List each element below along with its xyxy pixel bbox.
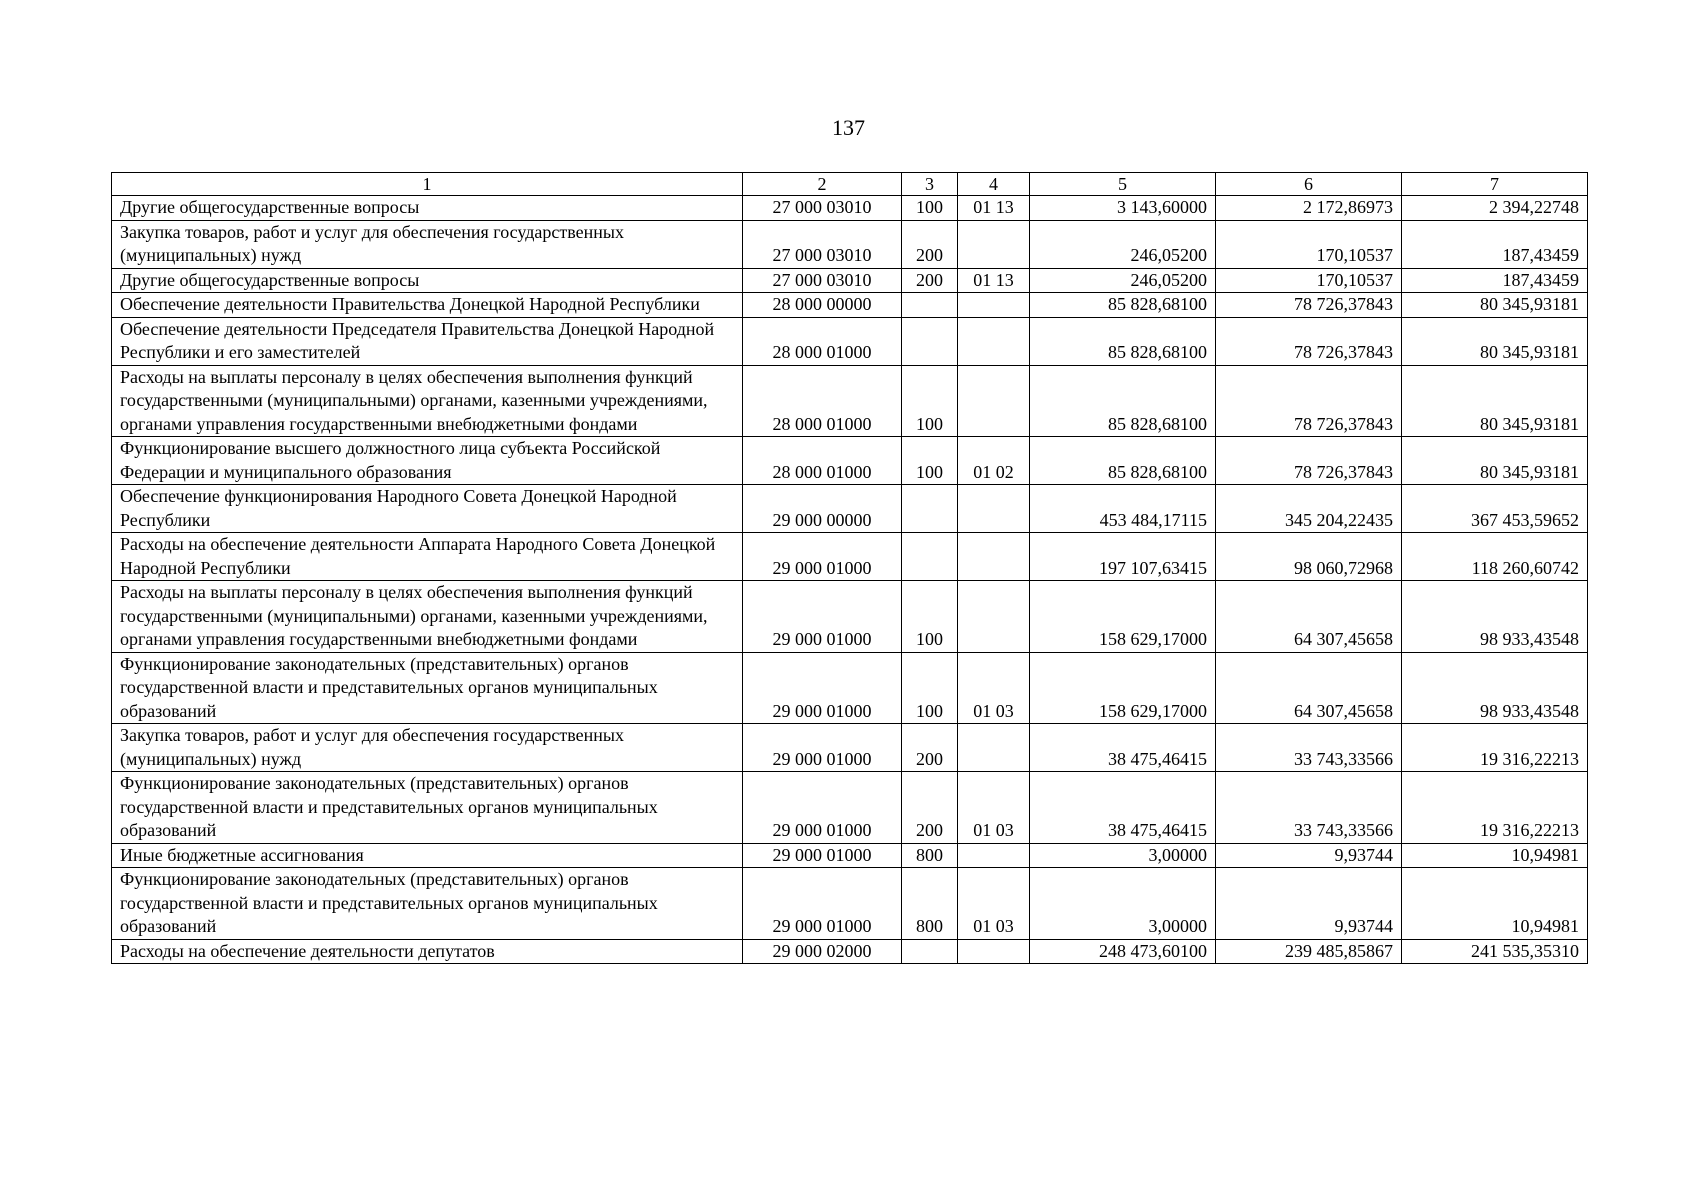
expense-type-cell: 100: [902, 365, 958, 437]
target-code-cell: 29 000 01000: [743, 772, 902, 844]
target-code-cell: 29 000 01000: [743, 843, 902, 868]
amount-col-6-cell: 170,10537: [1216, 268, 1402, 293]
section-cell: [958, 581, 1030, 653]
amount-col-6-cell: 64 307,45658: [1216, 581, 1402, 653]
section-cell: [958, 293, 1030, 318]
amount-col-5-cell: 85 828,68100: [1030, 437, 1216, 485]
expense-type-cell: [902, 293, 958, 318]
amount-col-5-cell: 85 828,68100: [1030, 317, 1216, 365]
table-row: [112, 196, 1588, 221]
table-row: [112, 772, 1588, 844]
table-row: [112, 939, 1588, 964]
table-header: [112, 173, 1588, 196]
row-name-cell: Функционирование законодательных (представительных) органов государственной власти и представительных органов муниципальных образований: [112, 652, 743, 724]
target-code-cell: 28 000 00000: [743, 293, 902, 318]
expense-type-cell: 800: [902, 868, 958, 940]
row-name-cell: Расходы на обеспечение деятельности Аппарата Народного Совета Донецкой Народной Республики: [112, 533, 743, 581]
row-name-cell: Обеспечение деятельности Правительства Донецкой Народной Республики: [112, 293, 743, 318]
expense-type-cell: 100: [902, 196, 958, 221]
table-row: [112, 724, 1588, 772]
amount-col-5-cell: 3,00000: [1030, 843, 1216, 868]
amount-col-6-cell: 33 743,33566: [1216, 772, 1402, 844]
section-cell: [958, 843, 1030, 868]
amount-col-5-cell: 3,00000: [1030, 868, 1216, 940]
amount-col-7-cell: 80 345,93181: [1402, 293, 1588, 318]
row-name-cell: Расходы на выплаты персоналу в целях обеспечения выполнения функций государственными (муниципальными) органами, казенными учреждениями, органами управления государственными внебюджетными фондами: [112, 365, 743, 437]
amount-col-6-cell: 78 726,37843: [1216, 437, 1402, 485]
target-code-cell: 29 000 00000: [743, 485, 902, 533]
amount-col-7-cell: 98 933,43548: [1402, 581, 1588, 653]
table-body: [112, 196, 1588, 964]
amount-col-7-cell: 187,43459: [1402, 268, 1588, 293]
amount-col-7-cell: 80 345,93181: [1402, 317, 1588, 365]
section-cell: [958, 220, 1030, 268]
target-code-cell: 27 000 03010: [743, 220, 902, 268]
table-row: [112, 317, 1588, 365]
row-name-cell: Функционирование законодательных (представительных) органов государственной власти и представительных органов муниципальных образований: [112, 868, 743, 940]
expense-type-cell: 200: [902, 724, 958, 772]
budget-table: [111, 172, 1588, 964]
section-cell: [958, 533, 1030, 581]
row-name-cell: Функционирование высшего должностного лица субъекта Российской Федерации и муниципального образования: [112, 437, 743, 485]
row-name-cell: Расходы на обеспечение деятельности депутатов: [112, 939, 743, 964]
section-cell: [958, 365, 1030, 437]
amount-col-5-cell: 246,05200: [1030, 220, 1216, 268]
section-cell: 01 03: [958, 772, 1030, 844]
row-name-cell: Другие общегосударственные вопросы: [112, 196, 743, 221]
target-code-cell: 28 000 01000: [743, 317, 902, 365]
row-name-cell: Иные бюджетные ассигнования: [112, 843, 743, 868]
expense-type-cell: 100: [902, 581, 958, 653]
amount-col-6-cell: 33 743,33566: [1216, 724, 1402, 772]
amount-col-6-cell: 9,93744: [1216, 868, 1402, 940]
amount-col-6-cell: 78 726,37843: [1216, 317, 1402, 365]
amount-col-7-cell: 19 316,22213: [1402, 772, 1588, 844]
table-row: [112, 268, 1588, 293]
section-cell: 01 13: [958, 268, 1030, 293]
target-code-cell: 28 000 01000: [743, 437, 902, 485]
amount-col-7-cell: 187,43459: [1402, 220, 1588, 268]
amount-col-7-cell: 98 933,43548: [1402, 652, 1588, 724]
target-code-cell: 29 000 01000: [743, 868, 902, 940]
amount-col-7-cell: 2 394,22748: [1402, 196, 1588, 221]
expense-type-cell: 100: [902, 437, 958, 485]
amount-col-6-cell: 64 307,45658: [1216, 652, 1402, 724]
amount-col-5-cell: 197 107,63415: [1030, 533, 1216, 581]
amount-col-5-cell: 453 484,17115: [1030, 485, 1216, 533]
expense-type-cell: 100: [902, 652, 958, 724]
header-col-5: 5: [1030, 173, 1216, 196]
amount-col-7-cell: 19 316,22213: [1402, 724, 1588, 772]
section-cell: 01 03: [958, 652, 1030, 724]
target-code-cell: 29 000 01000: [743, 652, 902, 724]
section-cell: [958, 939, 1030, 964]
page-number: 137: [832, 115, 865, 140]
section-cell: [958, 724, 1030, 772]
target-code-cell: 27 000 03010: [743, 196, 902, 221]
amount-col-6-cell: 9,93744: [1216, 843, 1402, 868]
amount-col-7-cell: 10,94981: [1402, 868, 1588, 940]
expense-type-cell: 200: [902, 772, 958, 844]
table-row: [112, 437, 1588, 485]
target-code-cell: 29 000 02000: [743, 939, 902, 964]
expense-type-cell: 200: [902, 268, 958, 293]
row-name-cell: Обеспечение деятельности Председателя Правительства Донецкой Народной Республики и его заместителей: [112, 317, 743, 365]
table-row: [112, 581, 1588, 653]
expense-type-cell: [902, 533, 958, 581]
target-code-cell: 29 000 01000: [743, 581, 902, 653]
amount-col-5-cell: 3 143,60000: [1030, 196, 1216, 221]
table-row: [112, 533, 1588, 581]
section-cell: 01 02: [958, 437, 1030, 485]
section-cell: [958, 317, 1030, 365]
header-col-1: 1: [112, 173, 743, 196]
section-cell: 01 03: [958, 868, 1030, 940]
expense-type-cell: 800: [902, 843, 958, 868]
target-code-cell: 27 000 03010: [743, 268, 902, 293]
amount-col-5-cell: 248 473,60100: [1030, 939, 1216, 964]
target-code-cell: 29 000 01000: [743, 724, 902, 772]
section-cell: 01 13: [958, 196, 1030, 221]
amount-col-7-cell: 367 453,59652: [1402, 485, 1588, 533]
amount-col-5-cell: 246,05200: [1030, 268, 1216, 293]
header-col-4: 4: [958, 173, 1030, 196]
row-name-cell: Закупка товаров, работ и услуг для обеспечения государственных (муниципальных) нужд: [112, 724, 743, 772]
amount-col-5-cell: 38 475,46415: [1030, 724, 1216, 772]
amount-col-5-cell: 85 828,68100: [1030, 365, 1216, 437]
table-row: [112, 868, 1588, 940]
target-code-cell: 28 000 01000: [743, 365, 902, 437]
row-name-cell: Другие общегосударственные вопросы: [112, 268, 743, 293]
row-name-cell: Обеспечение функционирования Народного Совета Донецкой Народной Республики: [112, 485, 743, 533]
amount-col-6-cell: 345 204,22435: [1216, 485, 1402, 533]
section-cell: [958, 485, 1030, 533]
header-row: [112, 173, 1588, 196]
amount-col-6-cell: 78 726,37843: [1216, 293, 1402, 318]
header-col-2: 2: [743, 173, 902, 196]
amount-col-7-cell: 80 345,93181: [1402, 437, 1588, 485]
row-name-cell: Расходы на выплаты персоналу в целях обеспечения выполнения функций государственными (муниципальными) органами, казенными учреждениями, органами управления государственными внебюджетными фондами: [112, 581, 743, 653]
amount-col-6-cell: 98 060,72968: [1216, 533, 1402, 581]
amount-col-7-cell: 118 260,60742: [1402, 533, 1588, 581]
amount-col-6-cell: 239 485,85867: [1216, 939, 1402, 964]
table-row: [112, 652, 1588, 724]
table-row: [112, 220, 1588, 268]
amount-col-6-cell: 170,10537: [1216, 220, 1402, 268]
amount-col-5-cell: 38 475,46415: [1030, 772, 1216, 844]
amount-col-7-cell: 241 535,35310: [1402, 939, 1588, 964]
amount-col-5-cell: 85 828,68100: [1030, 293, 1216, 318]
row-name-cell: Функционирование законодательных (представительных) органов государственной власти и представительных органов муниципальных образований: [112, 772, 743, 844]
amount-col-6-cell: 2 172,86973: [1216, 196, 1402, 221]
row-name-cell: Закупка товаров, работ и услуг для обеспечения государственных (муниципальных) нужд: [112, 220, 743, 268]
amount-col-7-cell: 80 345,93181: [1402, 365, 1588, 437]
header-col-7: 7: [1402, 173, 1588, 196]
amount-col-7-cell: 10,94981: [1402, 843, 1588, 868]
table-row: [112, 843, 1588, 868]
header-col-6: 6: [1216, 173, 1402, 196]
table-row: [112, 365, 1588, 437]
table-row: [112, 293, 1588, 318]
header-col-3: 3: [902, 173, 958, 196]
table-row: [112, 485, 1588, 533]
expense-type-cell: [902, 317, 958, 365]
amount-col-6-cell: 78 726,37843: [1216, 365, 1402, 437]
amount-col-5-cell: 158 629,17000: [1030, 581, 1216, 653]
expense-type-cell: [902, 485, 958, 533]
amount-col-5-cell: 158 629,17000: [1030, 652, 1216, 724]
expense-type-cell: [902, 939, 958, 964]
target-code-cell: 29 000 01000: [743, 533, 902, 581]
expense-type-cell: 200: [902, 220, 958, 268]
